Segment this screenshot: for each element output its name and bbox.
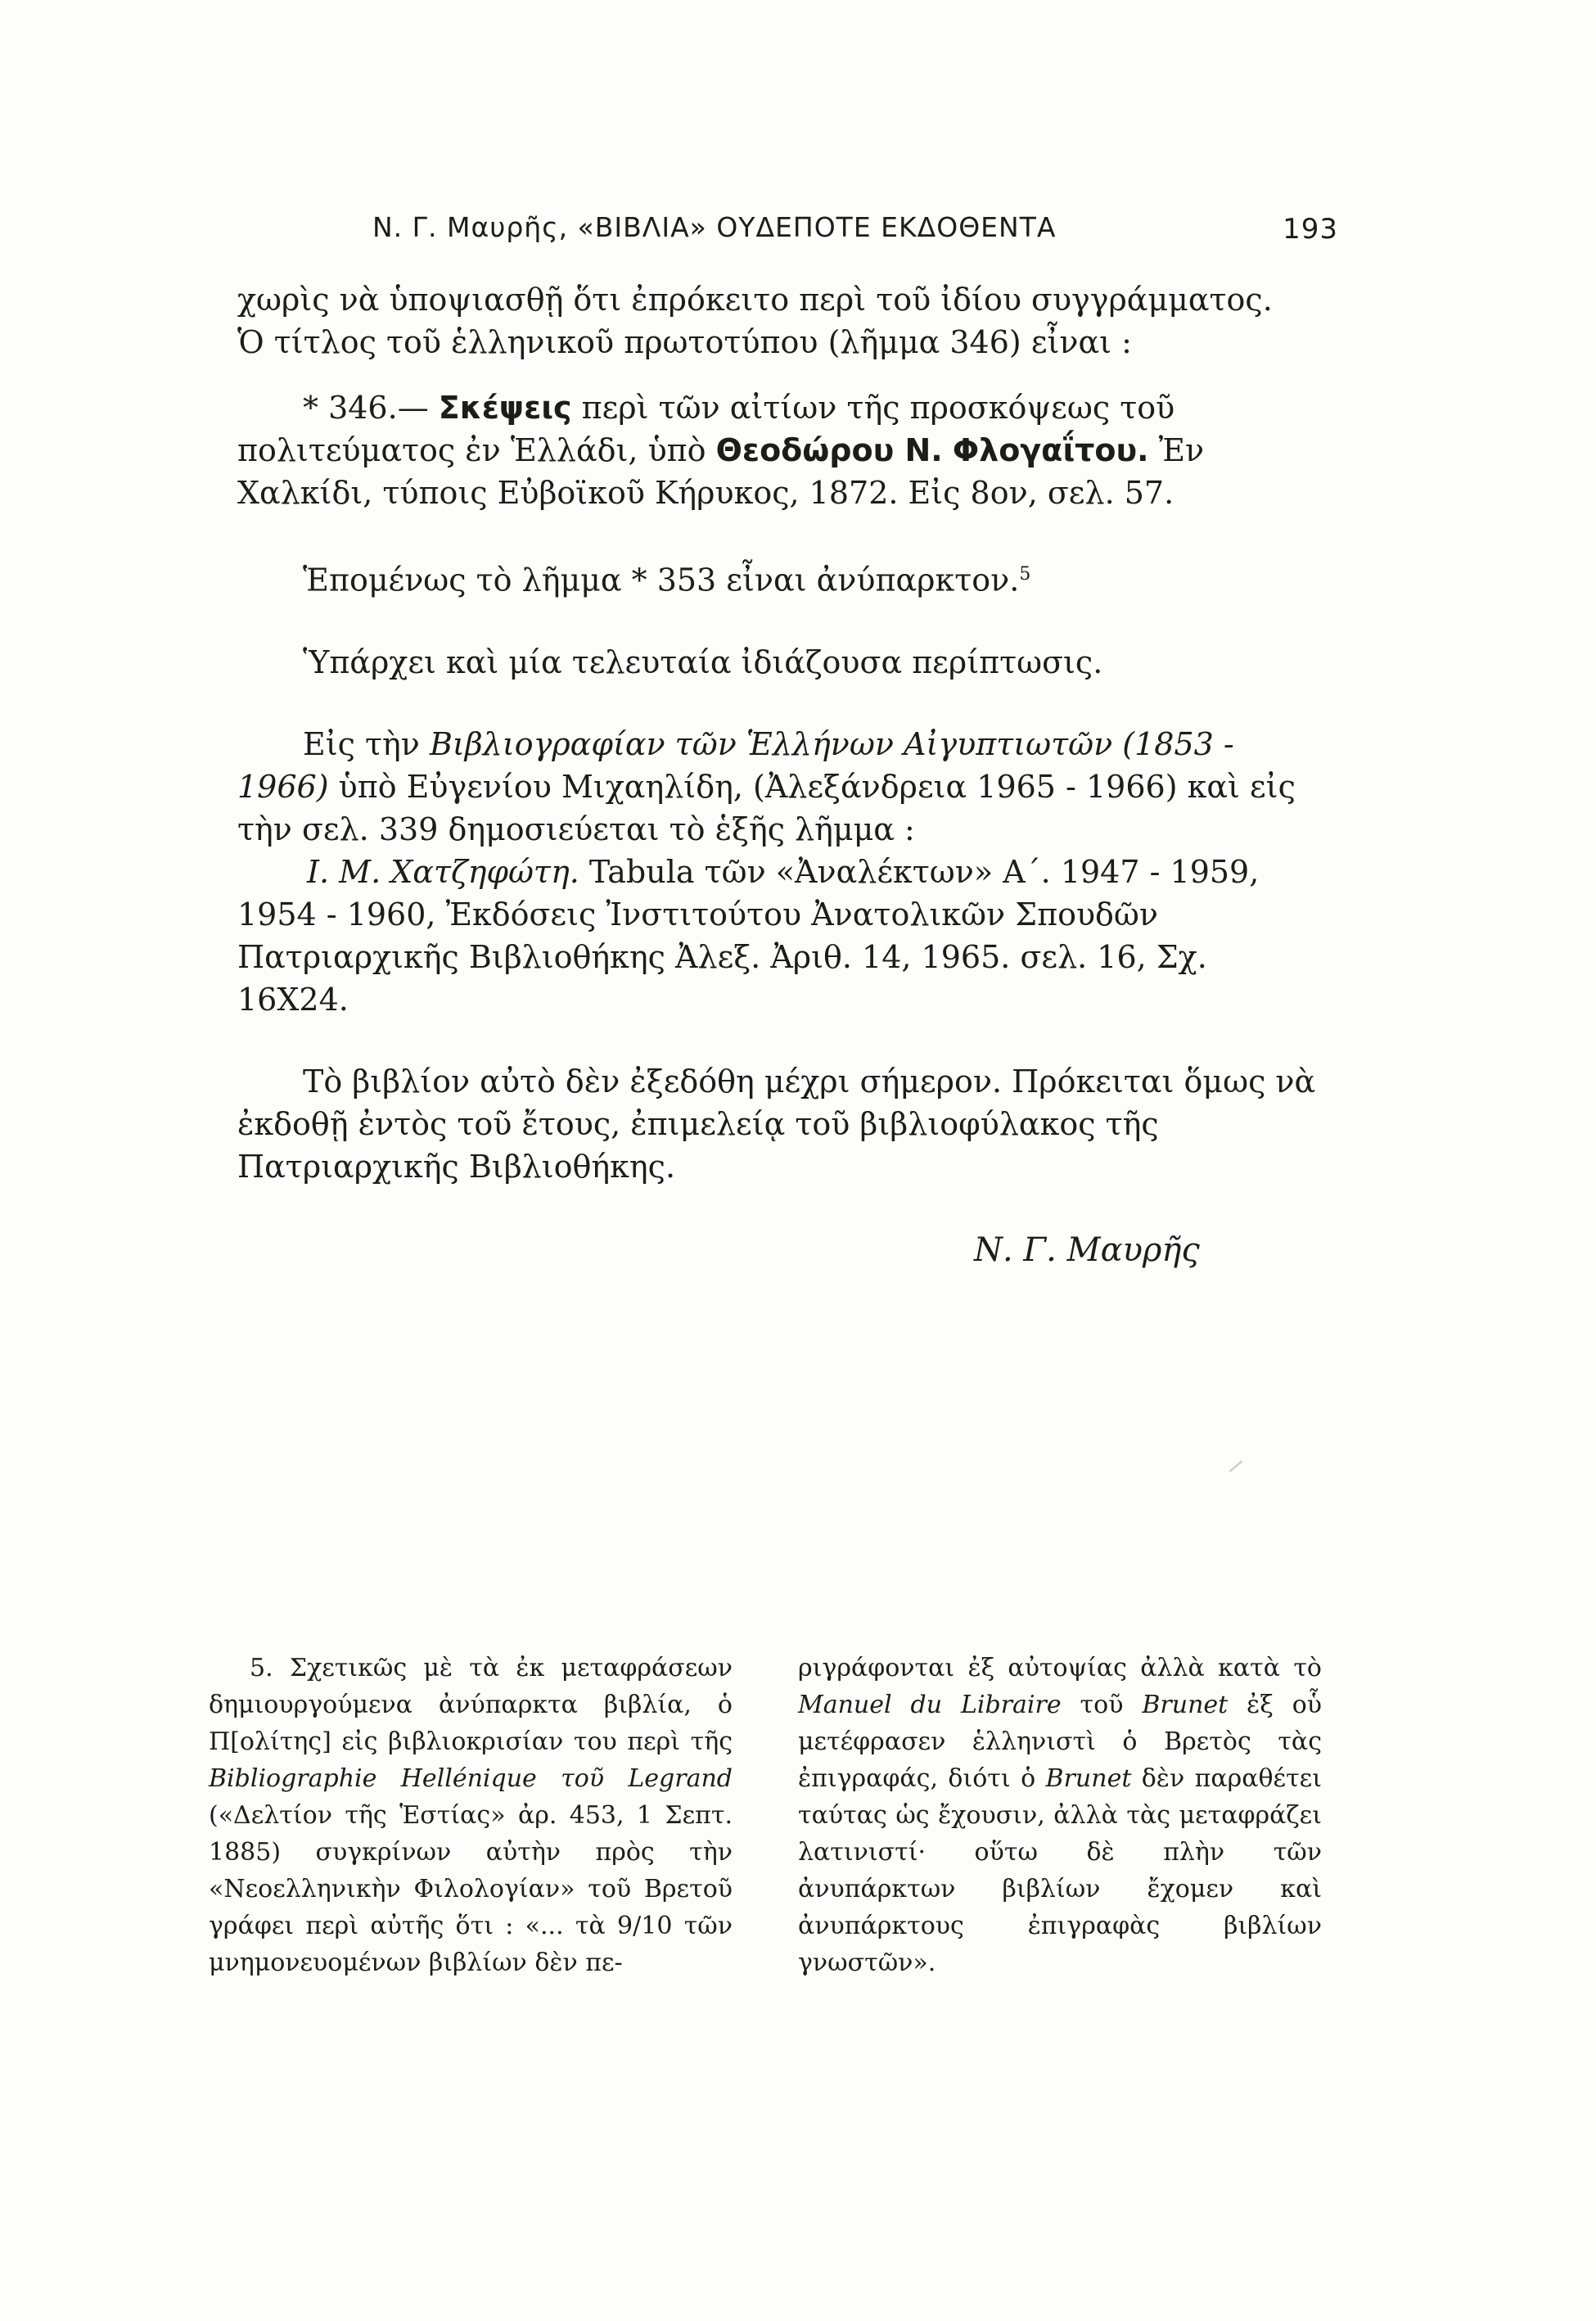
- footnote-column-right: ριγράφονται ἐξ αὐτοψίας ἀλλὰ κατὰ τὸ Manuel du Libraire τοῦ Brunet ἐξ οὗ μετέφρασεν ἑλληνιστὶ ὁ Βρετὸς τὰς ἐπιγραφάς, διότι ὁ Brunet δὲν παραθέτει ταύτας ὡς ἔχουσιν, ἀλλὰ τὰς μεταφράζει λατινιστί· οὕτω δὲ πλὴν τῶν ἀνυπάρκτων βιβλίων ἔχομεν καὶ ἀνυπάρκτους ἐπιγραφὰς βιβλίων γνωστῶν».: [798, 1654, 1322, 1977]
- footnote-marker: 5: [1019, 564, 1031, 585]
- lemma-author: Ι. Μ. Χατζηφώτη.: [307, 853, 579, 890]
- cited-author: Brunet: [1045, 1764, 1132, 1793]
- stray-mark: [1229, 1461, 1243, 1472]
- lemma-text: Tabula τῶν «Ἀναλέκτων» Α΄. 1947 - 1959, 1954 - 1960, Ἐκδόσεις Ἰνστιτούτου Ἀνατολικῶν Σπουδῶν Πατριαρχικῆς Βιβλιοθήκης Ἀλεξ. Ἀριθ. 14, 1965. σελ. 16, Σχ. 16Χ24.: [237, 853, 1260, 1018]
- paragraph: Εἰς τὴν Βιβλιογραφίαν τῶν Ἑλλήνων Αἰγυπτιωτῶν (1853 - 1966) ὑπὸ Εὐγενίου Μιχαηλίδη, (Ἀλεξάνδρεια 1965 - 1966) καὶ εἰς τὴν σελ. 339 δημοσιεύεται τὸ ἑξῆς λῆμμα :: [237, 725, 1296, 847]
- entry-text: Ἐν Χαλκίδι, τύποις Εὐβοϊκοῦ Κήρυκος, 1872. Εἰς 8ον, σελ. 57.: [237, 432, 1205, 511]
- text-line: χωρὶς νὰ ὑποψιασθῇ ὅτι ἐπρόκειτο περὶ τοῦ ἰδίου συγγράμματος.: [237, 282, 1273, 318]
- cited-title: Βιβλιογραφίαν τῶν Ἑλλήνων Αἰγυπτιωτῶν (1853 - 1966): [237, 725, 1234, 805]
- cited-author: Brunet: [1142, 1691, 1229, 1719]
- entry-number: * 346.—: [303, 390, 429, 426]
- entry-text: περὶ τῶν αἰτίων τῆς προσκόψεως τοῦ πολιτεύματος ἐν Ἑλλάδι, ὑπὸ: [237, 390, 1175, 468]
- running-head: [372, 211, 1338, 252]
- running-title: Ν. Γ. Μαυρῆς, «ΒΙΒΛΙΑ» ΟΥΔΕΠΟΤΕ ΕΚΔΟΘΕΝΤΑ: [372, 211, 1057, 243]
- paragraph: Ὑπάρχει καὶ μία τελευταία ἰδιάζουσα περίπτωσις.: [303, 643, 1103, 680]
- text-line: Ὁ τίτλος τοῦ ἑλληνικοῦ πρωτοτύπου (λῆμμα 346) εἶναι :: [237, 324, 1132, 360]
- bibliographic-entry: [237, 386, 1326, 514]
- paragraph: Τὸ βιβλίον αὐτὸ δὲν ἐξεδόθη μέχρι σήμερον. Πρόκειται ὅμως νὰ ἐκδοθῇ ἐντὸς τοῦ ἔτους, ἐπιμελείᾳ τοῦ βιβλιοφύλακος τῆς Πατριαρχικῆς Βιβλιοθήκης.: [237, 1063, 1316, 1185]
- paragraph-continuation: [237, 278, 1326, 364]
- cited-work: Manuel du Libraire: [798, 1691, 1062, 1719]
- entry-title: Σκέψεις: [438, 390, 572, 426]
- signature: Ν. Γ. Μαυρῆς: [974, 1230, 1200, 1269]
- footnote-column-left: 5. Σχετικῶς μὲ τὰ ἐκ μεταφράσεων δημιουργούμενα ἀνύπαρκτα βιβλία, ὁ Π[ολίτης] εἰς βιβλιοκρισίαν του περὶ τῆς Bibliographie Hellénique τοῦ Legrand («Δελτίον τῆς Ἑστίας» ἀρ. 453, 1 Σεπτ. 1885) συγκρίνων αὐτὴν πρὸς τὴν «Νεοελληνικὴν Φιλολογίαν» τοῦ Βρετοῦ γράφει περὶ αὐτῆς ὅτι : «... τὰ 9/10 τῶν μνημονευομένων βιβλίων δὲν πε-: [209, 1654, 733, 1977]
- cited-work: Bibliographie Hellénique τοῦ Legrand: [209, 1764, 733, 1793]
- entry-author: Θεοδώρου Ν.: [715, 432, 943, 468]
- page-number: 193: [1283, 213, 1338, 246]
- entry-author-surname: Φλογαΐτου.: [952, 432, 1149, 468]
- paragraph: Ἑπομένως τὸ λῆμμα * 353 εἶναι ἀνύπαρκτον.$^5$: [303, 562, 1031, 598]
- footnote-block: [209, 1650, 1322, 1981]
- lemma-entry: [237, 851, 1326, 1021]
- main-text: [237, 278, 1326, 1271]
